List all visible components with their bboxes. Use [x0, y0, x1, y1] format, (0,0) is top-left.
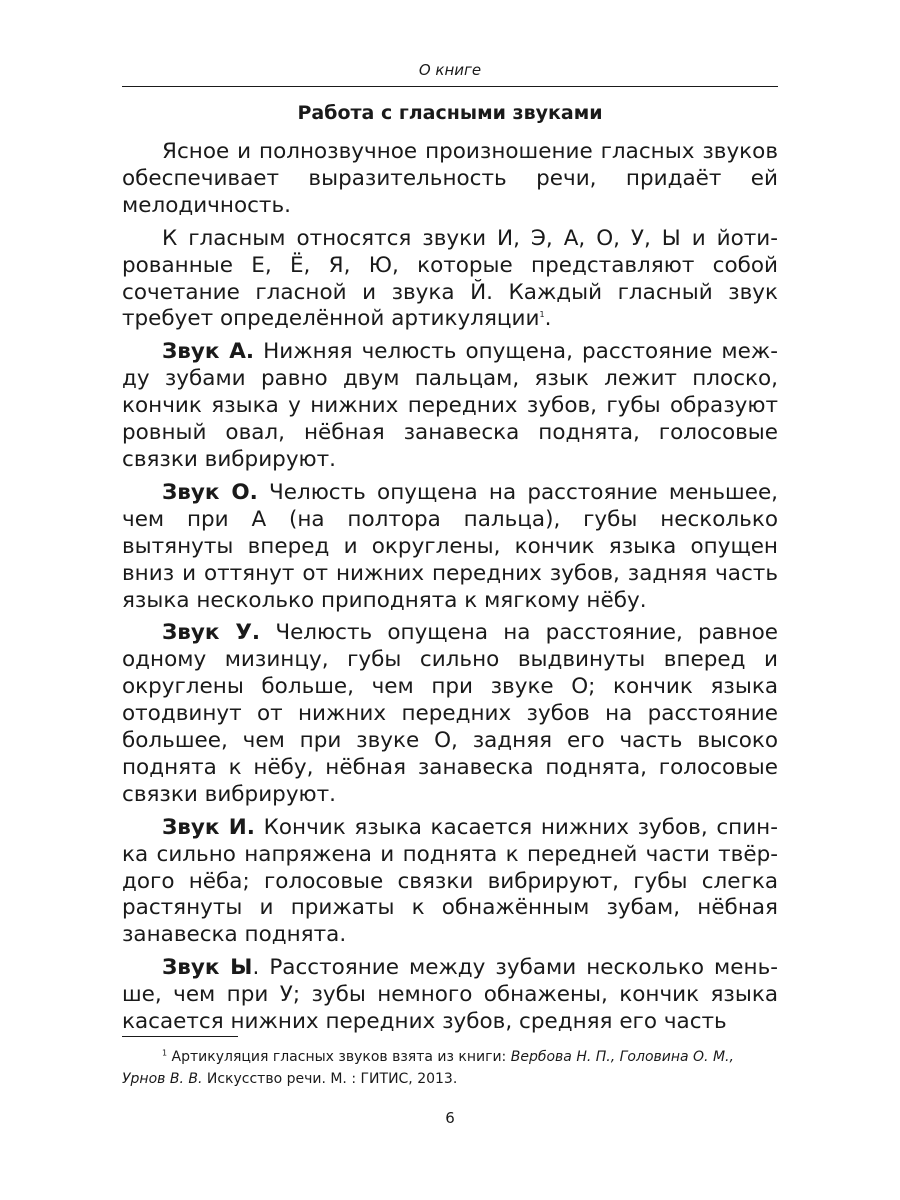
paragraph-sound-o — [122, 480, 778, 615]
section-title: Работа с гласными звуками — [297, 102, 603, 124]
paragraph-intro-2-text: К гласным относятся звуки И, Э, А, О, У, Ы и йотированные Е, Ё, Я, Ю, которые представляют собой сочетание гласной и звука Й. Каждый гласный звук требует определённой артикуляции — [122, 225, 778, 332]
sound-u-text: Челюсть опущена на расстояние, равное одному мизинцу, губы сильно выдвинуты вперед и округлены больше, чем при звуке О; кончик языка отодвинут от нижних передних зубов на расстояние большее, чем при звуке О, задняя его часть высоко поднята к нёбу, нёбная занавеска поднята, голосовые связки вибрируют. — [122, 620, 778, 807]
footnote-rule — [122, 1036, 238, 1037]
sound-y-text: . Расстояние между зубами несколько меньше, чем при У; зубы немного обнажены, кончик языка касается нижних передних зубов, средняя его часть — [122, 955, 778, 1035]
paragraph-sound-y — [122, 955, 778, 1036]
paragraph-intro-1: Ясное и полнозвучное произношение гласных звуков обеспечивает выразительность речи, придаёт ей мелодичность. — [122, 139, 778, 218]
sound-a-label: Звук А. — [162, 339, 255, 365]
footnote-text-after: Искусство речи. М. : ГИТИС, 2013. — [202, 1071, 458, 1087]
paragraph-intro-2 — [122, 226, 778, 334]
paragraph-intro-2-end: . — [544, 306, 552, 332]
sound-a-text: Нижняя челюсть опущена, расстояние между зубами равно двум пальцам, язык лежит плоско, кончик языка у нижних передних зубов, губы образуют ровный овал, нёбная занавеска поднята, голосовые связки вибрируют. — [122, 339, 779, 472]
paragraph-sound-i — [122, 815, 778, 950]
sound-u-label: Звук У. — [162, 620, 261, 646]
paragraph-sound-a — [122, 339, 778, 474]
sound-i-label: Звук И. — [162, 814, 255, 840]
footnote — [122, 1046, 778, 1090]
footnote-text-before: Артикуляция гласных звуков взята из книги: — [167, 1049, 511, 1065]
sound-o-label: Звук О. — [162, 479, 258, 505]
running-head: О книге — [418, 61, 482, 79]
body-text — [122, 139, 778, 1042]
footnote-authors: Вербова Н. П., Головина О. М., Урнов В. В. — [122, 1049, 734, 1087]
page-number: 6 — [445, 1109, 455, 1127]
footnote-reference: 1 — [539, 310, 545, 320]
paragraph-sound-u — [122, 620, 778, 808]
sound-o-text: Челюсть опущена на расстояние меньшее, чем при А (на полтора пальца), губы несколько вытянуты вперед и округлены, кончик языка опущен вниз и оттянут от нижних передних зубов, задняя часть языка несколько приподнята к мягкому нёбу. — [122, 479, 779, 613]
sound-i-text: Кончик языка касается нижних зубов, спинка сильно напряжена и поднята к передней части твёрдого нёба; голосовые связки вибрируют, губы слегка растянуты и прижаты к обнажённым зубам, нёбная занавеска поднята. — [122, 814, 778, 948]
header-rule — [122, 86, 778, 87]
sound-y-label: Звук Ы — [162, 955, 253, 981]
footnote-number: 1 — [162, 1048, 168, 1058]
